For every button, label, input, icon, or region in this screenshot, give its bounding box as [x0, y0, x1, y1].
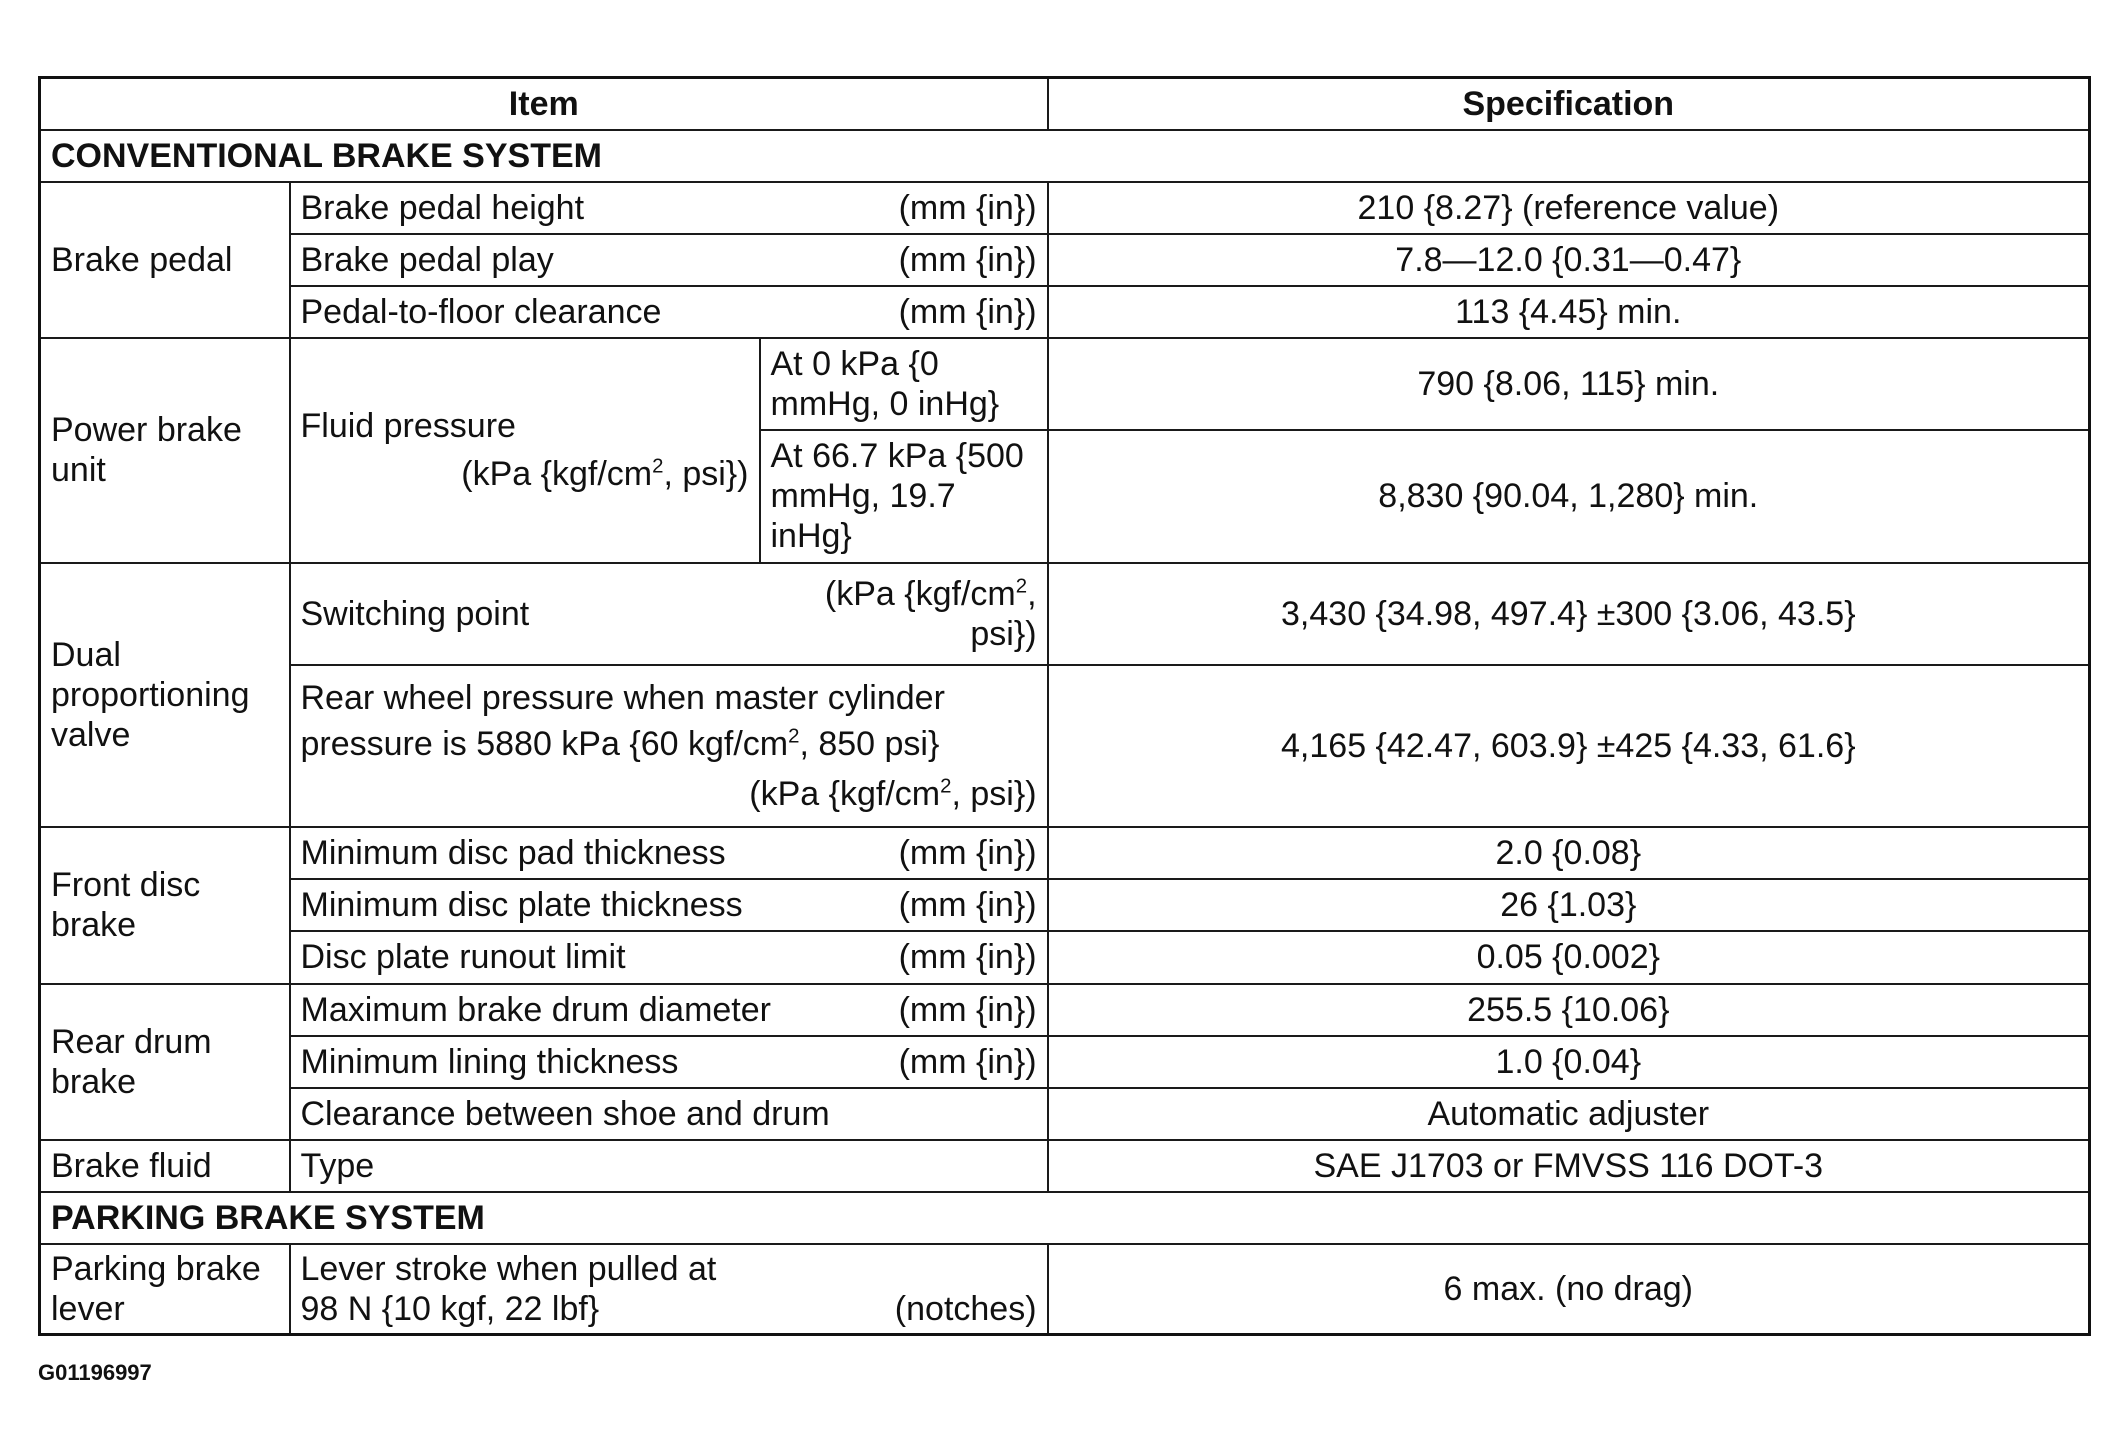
table-row — [40, 182, 2090, 234]
item-unit: (kPa {$kgf/cm^2$, psi}) — [749, 775, 1037, 814]
section-parking: PARKING BRAKE SYSTEM — [40, 1192, 2090, 1244]
item-cell — [290, 1244, 1048, 1334]
spec-value: 1.0 {0.04} — [1048, 1036, 2090, 1088]
item-unit: (kPa {$kgf/cm^2$, psi}) — [824, 574, 1037, 653]
spec-value: 26 {1.03} — [1048, 879, 2090, 931]
table-row — [40, 1036, 2090, 1088]
table-row — [40, 1140, 2090, 1192]
item-unit: (mm {in}) — [898, 240, 1037, 279]
item-unit: (mm {in}) — [898, 188, 1037, 227]
spec-value: 210 {8.27} (reference value) — [1048, 182, 2090, 234]
group-front-disc-brake: Front disc brake — [40, 827, 290, 983]
spec-value: 790 {8.06, 115} min. — [1048, 338, 2090, 430]
item-label: Clearance between shoe and drum — [290, 1088, 1048, 1140]
item-cell — [290, 1036, 1048, 1088]
spec-value: 4,165 {42.47, 603.9} ±425 {4.33, 61.6} — [1048, 665, 2090, 827]
spec-value: 6 max. (no drag) — [1048, 1244, 2090, 1334]
item-cell — [290, 931, 1048, 983]
section-row — [40, 130, 2090, 182]
table-row — [40, 827, 2090, 879]
item-label-line: Lever stroke when pulled at — [300, 1249, 717, 1288]
table-row — [40, 1244, 2090, 1334]
table-row — [40, 931, 2090, 983]
table-row — [40, 286, 2090, 338]
spec-value: 0.05 {0.002} — [1048, 931, 2090, 983]
item-label: Minimum lining thickness — [300, 1042, 679, 1081]
group-power-brake-unit: Power brake unit — [40, 338, 290, 563]
item-unit: (notches) — [894, 1290, 1037, 1329]
item-cell — [290, 827, 1048, 879]
condition-cell: At 0 kPa {0 mmHg, 0 inHg} — [760, 338, 1048, 430]
item-cell — [290, 182, 1048, 234]
figure-id: G01196997 — [38, 1360, 152, 1385]
item-unit: (kPa {$kgf/cm^2$, psi}) — [461, 455, 749, 494]
item-label: Type — [290, 1140, 1048, 1192]
item-label: Minimum disc plate thickness — [300, 886, 743, 925]
group-parking-brake-lever: Parking brake lever — [40, 1244, 290, 1334]
item-header: Item — [40, 78, 1048, 130]
item-cell — [290, 234, 1048, 286]
spec-value: 2.0 {0.08} — [1048, 827, 2090, 879]
item-cell — [290, 879, 1048, 931]
item-label: Maximum brake drum diameter — [300, 990, 771, 1029]
item-cell — [290, 286, 1048, 338]
item-label: Switching point — [300, 594, 530, 633]
item-label: Fluid pressure — [300, 407, 516, 446]
header-row — [40, 78, 2090, 130]
item-unit: (mm {in}) — [898, 938, 1037, 977]
item-label-line: pressure is 5880 kPa {60 kgf/$cm^2$, 850 psi} — [300, 724, 940, 763]
table-row — [40, 234, 2090, 286]
group-brake-pedal: Brake pedal — [40, 182, 290, 338]
condition-cell: At 66.7 kPa {500 mmHg, 19.7 inHg} — [760, 430, 1048, 562]
table-row — [40, 1088, 2090, 1140]
spec-value: 7.8—12.0 {0.31—0.47} — [1048, 234, 2090, 286]
item-cell — [290, 338, 760, 563]
item-cell — [290, 984, 1048, 1036]
table-row — [40, 879, 2090, 931]
table-row — [40, 665, 2090, 827]
group-rear-drum-brake: Rear drum brake — [40, 984, 290, 1140]
spec-value: 3,430 {34.98, 497.4} ±300 {3.06, 43.5} — [1048, 563, 2090, 665]
item-cell — [290, 563, 1048, 665]
item-label-line: Rear wheel pressure when master cylinder — [300, 678, 945, 717]
spec-value: Automatic adjuster — [1048, 1088, 2090, 1140]
item-unit: (mm {in}) — [898, 292, 1037, 331]
section-conventional: CONVENTIONAL BRAKE SYSTEM — [40, 130, 2090, 182]
spec-value: SAE J1703 or FMVSS 116 DOT-3 — [1048, 1140, 2090, 1192]
spec-value: 113 {4.45} min. — [1048, 286, 2090, 338]
table-row — [40, 338, 2090, 430]
group-brake-fluid: Brake fluid — [40, 1140, 290, 1192]
item-label: Pedal-to-floor clearance — [300, 292, 662, 331]
section-row — [40, 1192, 2090, 1244]
spec-table — [38, 76, 2091, 1336]
group-dual-proportioning-valve: Dual proportioning valve — [40, 563, 290, 828]
item-label: Disc plate runout limit — [300, 938, 626, 977]
item-label: Minimum disc pad thickness — [300, 834, 726, 873]
spec-value: 255.5 {10.06} — [1048, 984, 2090, 1036]
item-label-line: 98 N {10 kgf, 22 lbf} — [300, 1290, 600, 1329]
item-unit: (mm {in}) — [898, 1042, 1037, 1081]
table-row — [40, 563, 2090, 665]
item-cell — [290, 665, 1048, 827]
item-unit: (mm {in}) — [898, 886, 1037, 925]
item-unit: (mm {in}) — [898, 990, 1037, 1029]
specification-header: Specification — [1048, 78, 2090, 130]
item-label: Brake pedal play — [300, 240, 554, 279]
item-label: Brake pedal height — [300, 188, 585, 227]
spec-value: 8,830 {90.04, 1,280} min. — [1048, 430, 2090, 562]
table-row — [40, 984, 2090, 1036]
item-unit: (mm {in}) — [898, 834, 1037, 873]
